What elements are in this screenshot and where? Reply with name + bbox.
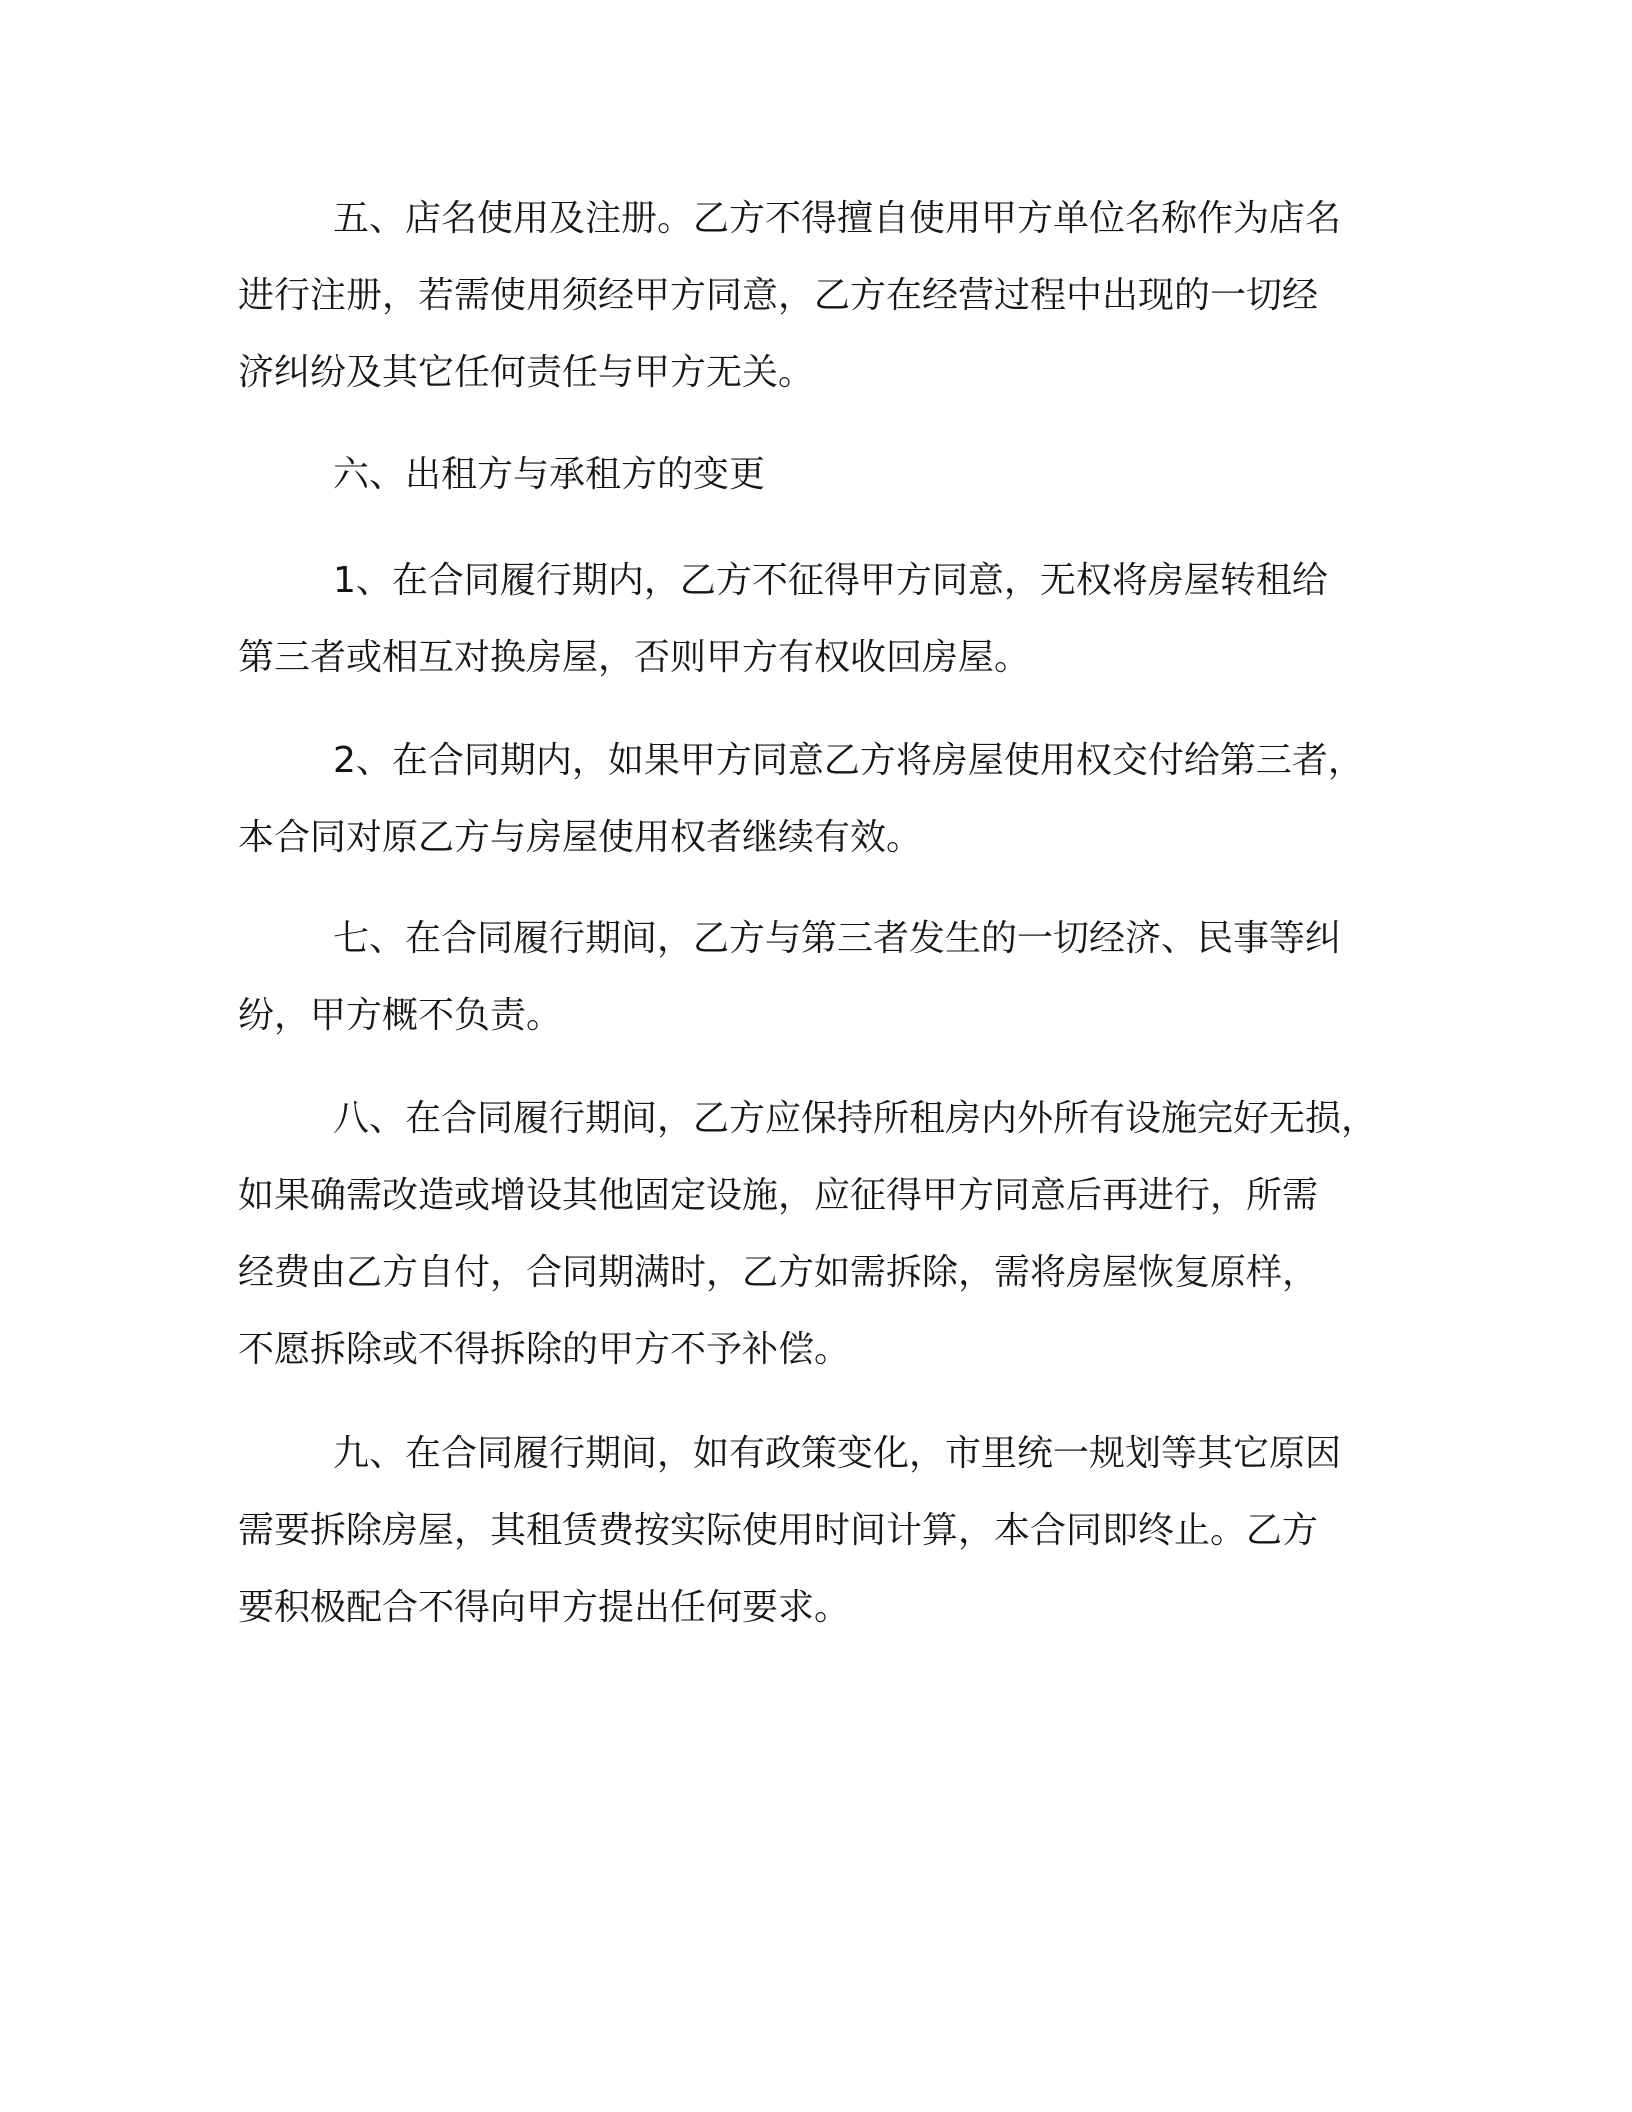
text-line: 五、店名使用及注册。乙方不得擅自使用甲方单位名称作为店名 [333, 198, 1342, 239]
text-line: 进行注册，若需使用须经甲方同意，乙方在经营过程中出现的一切经 [238, 275, 1319, 316]
text-line: 2、在合同期内，如果甲方同意乙方将房屋使用权交付给第三者， [333, 740, 1364, 781]
text-line: 经费由乙方自付，合同期满时，乙方如需拆除，需将房屋恢复原样， [238, 1252, 1319, 1293]
clause-6-heading [238, 436, 1398, 513]
text-line: 九、在合同履行期间，如有政策变化，市里统一规划等其它原因 [333, 1433, 1342, 1474]
text-line: 第三者或相互对换房屋，否则甲方有权收回房屋。 [238, 637, 1031, 678]
text-line: 六、出租方与承租方的变更 [333, 454, 766, 495]
text-line: 需要拆除房屋，其租赁费按实际使用时间计算，本合同即终止。乙方 [238, 1510, 1319, 1551]
text-line: 不愿拆除或不得拆除的甲方不予补偿。 [238, 1329, 851, 1370]
clause-6-2-paragraph [238, 722, 1398, 876]
text-line: 济纠纷及其它任何责任与甲方无关。 [238, 352, 815, 393]
text-line: 纷，甲方概不负责。 [238, 995, 563, 1036]
clause-9-paragraph [238, 1415, 1398, 1646]
clause-6-1-paragraph [238, 542, 1398, 696]
clause-7-paragraph [238, 900, 1398, 1054]
text-line: 1、在合同履行期内，乙方不征得甲方同意，无权将房屋转租给 [333, 560, 1328, 601]
text-line: 要积极配合不得向甲方提出任何要求。 [238, 1587, 851, 1628]
text-line: 八、在合同履行期间，乙方应保持所租房内外所有设施完好无损， [333, 1098, 1378, 1139]
text-line: 本合同对原乙方与房屋使用权者继续有效。 [238, 817, 923, 858]
text-line: 如果确需改造或增设其他固定设施，应征得甲方同意后再进行，所需 [238, 1175, 1319, 1216]
text-line: 七、在合同履行期间，乙方与第三者发生的一切经济、民事等纠 [333, 918, 1342, 959]
clause-8-paragraph [238, 1080, 1398, 1388]
clause-5-paragraph [238, 180, 1398, 411]
